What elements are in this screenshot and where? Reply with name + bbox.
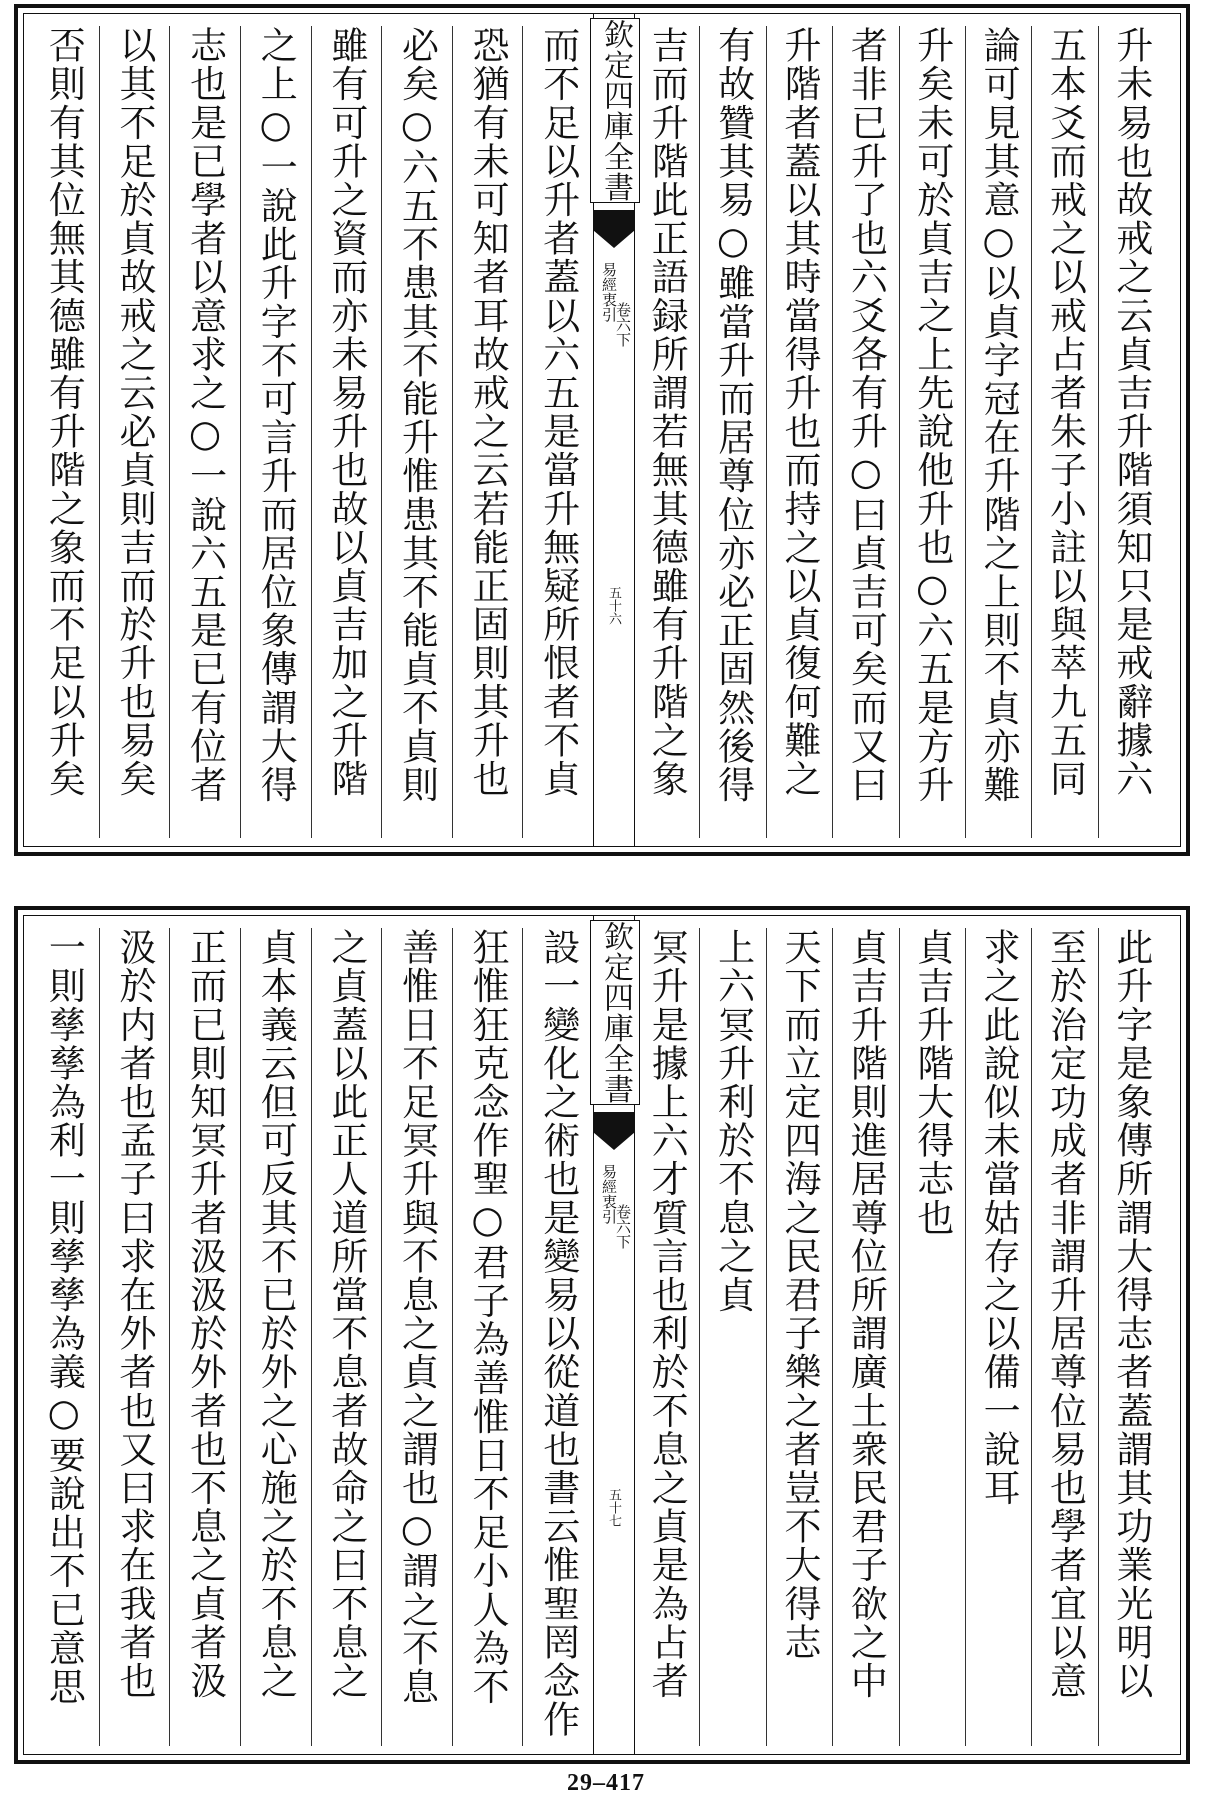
column-rule	[381, 26, 382, 838]
column-rule	[832, 928, 833, 1746]
text-column: 吉而升階此正語録所謂若無其德雖有升階之象	[645, 26, 689, 798]
column-rule	[832, 26, 833, 838]
text-column: 至於治定功成者非謂升居尊位易也學者宜以意	[1043, 928, 1087, 1700]
top-center-fold	[593, 14, 635, 846]
bottom-page-number: 五十七	[606, 1488, 621, 1527]
top-book-name: 易經衷引	[600, 262, 618, 322]
text-column: 汲於内者也孟子曰求在外者也又曰求在我者也	[112, 928, 156, 1700]
column-rule	[1098, 928, 1099, 1746]
column-rule	[240, 928, 241, 1746]
column-rule	[1031, 26, 1032, 838]
column-rule	[699, 928, 700, 1746]
top-running-title: 欽定四庫全書	[590, 18, 640, 203]
text-column: 善惟日不足冥升與不息之貞之謂也○謂之不息	[395, 928, 439, 1706]
text-column: 者非已升了也六爻各有升○曰貞吉可矣而又曰	[844, 26, 888, 804]
column-rule	[169, 26, 170, 838]
text-column: 正而已則知冥升者汲汲於外者也不息之貞者汲	[183, 928, 227, 1700]
text-column: 冥升是據上六才質言也利於不息之貞是為占者	[645, 928, 689, 1700]
column-rule	[311, 26, 312, 838]
column-rule	[99, 928, 100, 1746]
text-column: 升未易也故戒之云貞吉升階須知只是戒辭據六	[1109, 26, 1153, 798]
top-page	[14, 4, 1190, 856]
footer-page-reference: 29–417	[567, 1770, 645, 1796]
bottom-book-name: 易經衷引	[600, 1164, 618, 1224]
column-rule	[169, 928, 170, 1746]
text-column: 論可見其意○以貞字冠在升階之上則不貞亦難	[977, 26, 1021, 804]
text-column: 有故贊其易○雖當升而居尊位亦必正固然後得	[711, 26, 755, 804]
text-column: 以其不足於貞故戒之云必貞則吉而於升也易矣	[112, 26, 156, 798]
column-rule	[452, 26, 453, 838]
top-fishtail-mark	[594, 210, 634, 248]
column-rule	[452, 928, 453, 1746]
bottom-page	[14, 906, 1190, 1764]
bottom-running-title: 欽定四庫全書	[590, 920, 640, 1105]
column-rule	[965, 928, 966, 1746]
bottom-volume-label: 卷六下	[614, 1204, 632, 1249]
column-rule	[766, 928, 767, 1746]
text-column: 求之此說似未當姑存之以備一說耳	[977, 928, 1021, 1507]
bottom-center-fold	[593, 916, 635, 1754]
text-column: 貞吉升階大得志也	[910, 928, 954, 1237]
text-column: 狂惟狂克念作聖○君子為善惟日不足小人為不	[466, 928, 510, 1706]
text-column: 雖有可升之資而亦未易升也故以貞吉加之升階	[324, 26, 368, 798]
text-column: 設一變化之術也是變易以從道也書云惟聖罔念作	[536, 928, 580, 1739]
column-rule	[899, 26, 900, 838]
text-column: 之上○一說此升字不可言升而居位象傳謂大得	[254, 26, 298, 804]
bottom-fishtail-mark	[594, 1112, 634, 1150]
text-column: 而不足以升者蓋以六五是當升無疑所恨者不貞	[536, 26, 580, 798]
text-column: 升階者蓋以其時當得升也而持之以貞復何難之	[777, 26, 821, 798]
column-rule	[381, 928, 382, 1746]
column-rule	[522, 26, 523, 838]
text-column: 貞本義云但可反其不已於外之心施之於不息之	[254, 928, 298, 1700]
text-column: 升矣未可於貞吉之上先說他升也○六五是方升	[910, 26, 954, 804]
text-column: 必矣○六五不患其不能升惟患其不能貞不貞則	[395, 26, 439, 804]
column-rule	[311, 928, 312, 1746]
column-rule	[99, 26, 100, 838]
text-column: 此升字是象傳所謂大得志者蓋謂其功業光明以	[1109, 928, 1153, 1700]
text-column: 貞吉升階則進居尊位所謂廣土衆民君子欲之中	[844, 928, 888, 1700]
column-rule	[1098, 26, 1099, 838]
text-column: 志也是已學者以意求之○一說六五是已有位者	[183, 26, 227, 804]
text-column: 天下而立定四海之民君子樂之者豈不大得志	[777, 928, 821, 1662]
text-column: 之貞蓋以此正人道所當不息者故命之曰不息之	[324, 928, 368, 1700]
text-column: 否則有其位無其德雖有升階之象而不足以升矣	[42, 26, 86, 798]
column-rule	[699, 26, 700, 838]
column-rule	[766, 26, 767, 838]
text-column: 上六冥升利於不息之貞	[711, 928, 755, 1314]
text-column: 五本爻而戒之以戒占者朱子小註以與萃九五同	[1043, 26, 1087, 798]
column-rule	[1031, 928, 1032, 1746]
top-page-number: 五十六	[606, 586, 621, 625]
column-rule	[240, 26, 241, 838]
top-text-columns	[28, 19, 1176, 838]
bottom-text-columns	[28, 921, 1176, 1746]
column-rule	[965, 26, 966, 838]
text-column: 一則孳孳為利一則孳孳為義○要說出不已意思	[42, 928, 86, 1706]
column-rule	[522, 928, 523, 1746]
text-column: 恐猶有未可知者耳故戒之云若能正固則其升也	[466, 26, 510, 798]
top-volume-label: 卷六下	[614, 302, 632, 347]
column-rule	[899, 928, 900, 1746]
